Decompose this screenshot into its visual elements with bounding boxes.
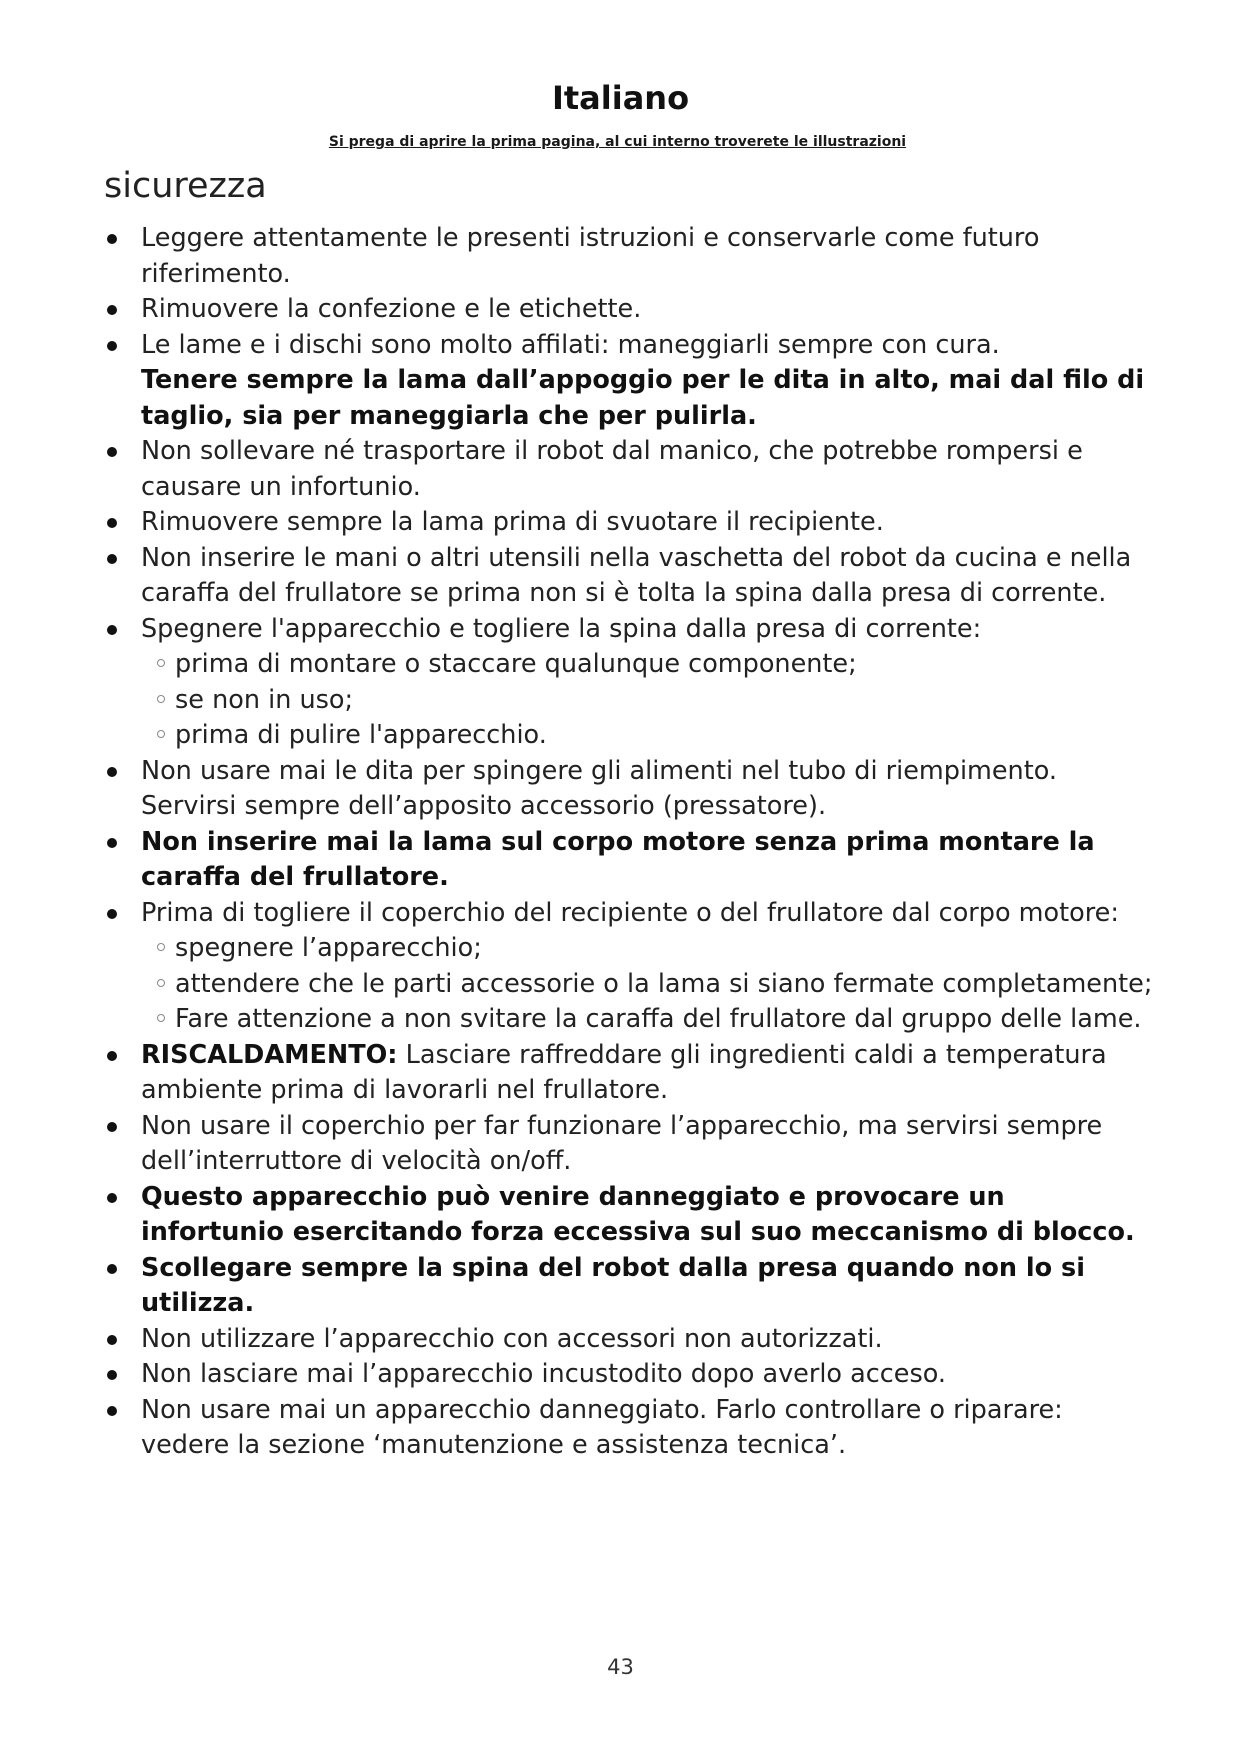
- item-text: Le lame e i dischi sono molto affilati: maneggiarli sempre con cura.: [141, 329, 1000, 360]
- item-text: Prima di togliere il coperchio del recipiente o del frullatore dal corpo motore:: [141, 897, 1119, 928]
- list-item: [104, 1322, 1154, 1358]
- list-item: [104, 328, 1154, 435]
- item-text: Rimuovere la confezione e le etichette.: [141, 294, 642, 324]
- circle-bullet-icon: [157, 659, 165, 667]
- item-text: Non usare mai le dita per spingere gli alimenti nel tubo di riempimento. Servirsi sempre dell’apposito accessorio (pressatore).: [141, 755, 1057, 821]
- bullet-icon: [107, 1051, 117, 1061]
- item-warning-text: Scollegare sempre la spina del robot dalla presa quando non lo si utilizza.: [141, 1252, 1085, 1318]
- circle-bullet-icon: [157, 979, 165, 987]
- sub-item: [141, 718, 1154, 754]
- circle-bullet-icon: [157, 1014, 165, 1022]
- list-item: [104, 541, 1154, 612]
- list-item: [104, 1038, 1154, 1109]
- item-text: Non inserire le mani o altri utensili nella vaschetta del robot da cucina e nella caraffa del frullatore se prima non si è tolta la spina dalla presa di corrente.: [141, 542, 1132, 608]
- illustrations-note-text: Si prega di aprire la prima pagina, al cui interno troverete le illustrazioni: [328, 134, 907, 150]
- sub-item: [141, 967, 1154, 1003]
- list-item: [104, 292, 1154, 328]
- sub-item-text: attendere che le parti accessorie o la lama si siano fermate completamente;: [175, 968, 1153, 999]
- list-item: [104, 754, 1154, 825]
- item-lead-text: RISCALDAMENTO:: [141, 1039, 398, 1070]
- bullet-icon: [107, 554, 117, 564]
- section-title: sicurezza: [104, 166, 267, 206]
- item-warning-text: Non inserire mai la lama sul corpo motore senza prima montare la caraffa del frullatore.: [141, 826, 1095, 892]
- bullet-icon: [107, 447, 117, 457]
- bullet-icon: [107, 909, 117, 919]
- bullet-icon: [107, 1335, 117, 1345]
- item-text: Lasciare raffreddare gli ingredienti caldi a temperatura ambiente prima di lavorarli nel frullatore.: [141, 1039, 1107, 1105]
- item-text: Spegnere l'apparecchio e togliere la spina dalla presa di corrente:: [141, 613, 982, 644]
- item-warning-text: Questo apparecchio può venire danneggiato e provocare un infortunio esercitando forza eccessiva sul suo meccanismo di blocco.: [141, 1181, 1135, 1247]
- bullet-icon: [107, 625, 117, 635]
- bullet-icon: [107, 234, 117, 244]
- sub-item-text: prima di montare o staccare qualunque componente;: [175, 649, 857, 679]
- sub-item: [141, 647, 1154, 683]
- bullet-icon: [107, 518, 117, 528]
- illustrations-note: [0, 133, 1241, 151]
- circle-bullet-icon: [157, 730, 165, 738]
- list-item: [104, 896, 1154, 1038]
- circle-bullet-icon: [157, 695, 165, 703]
- sub-item: [141, 1002, 1154, 1038]
- list-item: [104, 1109, 1154, 1180]
- list-item: [104, 1357, 1154, 1393]
- bullet-icon: [107, 1264, 117, 1274]
- item-text: Non lasciare mai l’apparecchio incustodito dopo averlo acceso.: [141, 1359, 947, 1389]
- language-title: Italiano: [551, 79, 690, 117]
- sub-item-text: Fare attenzione a non svitare la caraffa del frullatore dal gruppo delle lame.: [175, 1004, 1142, 1034]
- list-item: [104, 612, 1154, 754]
- bullet-icon: [107, 341, 117, 351]
- item-text: Non usare mai un apparecchio danneggiato. Farlo controllare o riparare: vedere la sezione ‘manutenzione e assistenza tecnica’.: [141, 1394, 1063, 1460]
- bullet-icon: [107, 305, 117, 315]
- item-text: Leggere attentamente le presenti istruzioni e conservarle come futuro riferimento.: [141, 223, 1040, 289]
- bullet-icon: [107, 1193, 117, 1203]
- safety-list: [104, 221, 1154, 1464]
- list-item: [104, 434, 1154, 505]
- item-text: Non sollevare né trasportare il robot dal manico, che potrebbe rompersi e causare un infortunio.: [141, 436, 1083, 502]
- list-item: [104, 825, 1154, 896]
- sub-item: [141, 931, 1154, 967]
- bullet-icon: [107, 1406, 117, 1416]
- list-item: [104, 1180, 1154, 1251]
- item-text: Non utilizzare l’apparecchio con accessori non autorizzati.: [141, 1323, 883, 1354]
- item-text: Rimuovere sempre la lama prima di svuotare il recipiente.: [141, 507, 884, 537]
- list-item: [104, 505, 1154, 541]
- bullet-icon: [107, 1370, 117, 1380]
- sub-item-text: spegnere l’apparecchio;: [175, 933, 482, 963]
- bullet-icon: [107, 838, 117, 848]
- bullet-icon: [107, 1122, 117, 1132]
- sub-item-text: prima di pulire l'apparecchio.: [175, 720, 547, 750]
- list-item: [104, 1251, 1154, 1322]
- circle-bullet-icon: [157, 943, 165, 951]
- bullet-icon: [107, 767, 117, 777]
- page-number: 43: [607, 1655, 634, 1679]
- sub-item: [141, 683, 1154, 719]
- list-item: [104, 1393, 1154, 1464]
- item-text: Non usare il coperchio per far funzionare l’apparecchio, ma servirsi sempre dell’interruttore di velocità on/off.: [141, 1110, 1103, 1176]
- list-item: [104, 221, 1154, 292]
- sub-item-text: se non in uso;: [175, 684, 354, 715]
- item-warning-text: Tenere sempre la lama dall’appoggio per le dita in alto, mai dal filo di taglio, sia per maneggiarla che per pulirla.: [141, 365, 1145, 431]
